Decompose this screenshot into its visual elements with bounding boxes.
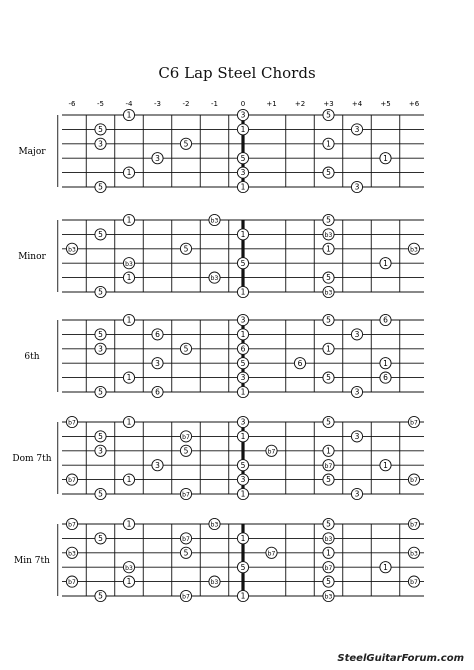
note-interval-label: b7 [68, 419, 76, 427]
note-interval-label: 5 [98, 489, 103, 499]
note-interval-label: 1 [383, 460, 388, 470]
note-interval-label: 3 [98, 344, 103, 354]
note-interval-label: 1 [240, 230, 246, 239]
note-interval-label: 5 [326, 475, 331, 485]
note-interval-label: 1 [326, 548, 331, 558]
fret-number-label: +4 [351, 100, 363, 108]
note-interval-label: 1 [240, 591, 246, 601]
note-interval-label: 1 [240, 182, 246, 192]
note-interval-label: b3 [210, 579, 219, 587]
note-interval-label: b3 [125, 260, 133, 268]
note-interval-label: b7 [68, 579, 76, 587]
note-interval-label: 1 [383, 358, 388, 368]
note-interval-label: 5 [326, 373, 331, 383]
note-interval-label: 1 [383, 258, 388, 268]
note-interval-label: 3 [240, 315, 246, 325]
note-interval-label: b7 [182, 593, 190, 601]
note-interval-label: 1 [383, 153, 388, 163]
fret-number-label: +5 [380, 100, 391, 108]
note-interval-label: 1 [240, 125, 246, 134]
chord-name-label: Min 7th [14, 556, 50, 566]
note-interval-label: 6 [383, 373, 388, 383]
note-interval-label: 5 [326, 273, 331, 283]
note-interval-label: 5 [183, 446, 189, 456]
note-interval-label: 1 [240, 489, 246, 499]
fret-number-label: -5 [97, 100, 104, 108]
note-interval-label: 5 [183, 344, 189, 354]
note-interval-label: 5 [98, 534, 103, 543]
note-interval-label: 1 [126, 215, 132, 225]
fret-number-label: -4 [125, 100, 133, 108]
note-interval-label: 3 [240, 373, 246, 383]
note-interval-label: 1 [326, 344, 331, 354]
note-interval-label: b3 [324, 536, 333, 543]
note-interval-label: 6 [383, 315, 388, 325]
chord-name-label: Major [18, 147, 46, 157]
note-interval-label: b7 [182, 434, 190, 441]
note-interval-label: b3 [324, 593, 333, 601]
note-interval-label: 5 [326, 315, 331, 325]
note-interval-label: b7 [267, 448, 276, 456]
note-interval-label: 1 [240, 432, 246, 441]
note-interval-label: b3 [210, 217, 219, 225]
note-interval-label: 5 [98, 591, 103, 601]
note-interval-label: 3 [155, 153, 160, 163]
chord-name-label: 6th [24, 352, 40, 362]
fret-number-label: 0 [240, 100, 246, 108]
note-interval-label: 1 [126, 519, 132, 529]
fret-number-label: -3 [154, 100, 161, 108]
note-interval-label: b7 [410, 477, 418, 485]
note-interval-label: 5 [326, 417, 331, 427]
note-interval-label: 5 [183, 139, 189, 149]
note-interval-label: b3 [68, 246, 76, 254]
note-interval-label: 5 [326, 168, 331, 178]
note-interval-label: 1 [126, 110, 132, 120]
note-interval-label: b3 [410, 246, 418, 254]
note-interval-label: b7 [324, 564, 333, 572]
note-interval-label: 5 [240, 153, 246, 163]
note-interval-label: b7 [410, 579, 418, 587]
note-interval-label: 1 [240, 387, 246, 397]
note-interval-label: 3 [354, 330, 360, 339]
page-title: C6 Lap Steel Chords [158, 64, 316, 82]
note-interval-label: 1 [326, 139, 331, 149]
note-interval-label: 1 [126, 168, 132, 178]
note-interval-label: 6 [297, 358, 303, 368]
note-interval-label: 1 [126, 417, 132, 427]
note-interval-label: 5 [240, 562, 246, 572]
note-interval-label: 1 [326, 244, 331, 254]
note-interval-label: b3 [324, 232, 333, 239]
note-interval-label: 3 [155, 460, 160, 470]
note-interval-label: b7 [324, 462, 333, 470]
note-interval-label: 5 [98, 230, 103, 239]
note-interval-label: 5 [98, 182, 103, 192]
fret-number-label: +3 [323, 100, 334, 108]
note-interval-label: 5 [240, 258, 246, 268]
note-interval-label: 5 [98, 432, 103, 441]
note-interval-label: 5 [183, 244, 189, 254]
note-interval-label: b7 [182, 536, 190, 543]
note-interval-label: 6 [155, 387, 160, 397]
note-interval-label: 3 [240, 168, 246, 178]
note-interval-label: 3 [354, 182, 360, 192]
note-interval-label: 5 [183, 548, 189, 558]
note-interval-label: 3 [354, 432, 360, 441]
note-interval-label: b7 [267, 550, 276, 558]
note-interval-label: b7 [410, 521, 418, 529]
note-interval-label: 1 [126, 315, 132, 325]
fret-number-label: -6 [68, 100, 76, 108]
fret-number-label: +6 [408, 100, 420, 108]
note-interval-label: b3 [68, 550, 76, 558]
note-interval-label: 5 [240, 460, 246, 470]
note-interval-label: b3 [210, 521, 219, 529]
note-interval-label: b3 [125, 564, 133, 572]
note-interval-label: 5 [326, 519, 331, 529]
note-interval-label: b3 [324, 289, 333, 297]
note-interval-label: 3 [98, 446, 103, 456]
note-interval-label: 3 [240, 110, 246, 120]
note-interval-label: 1 [326, 446, 331, 456]
note-interval-label: 3 [155, 358, 160, 368]
site-watermark: SteelGuitarForum.com [337, 653, 464, 664]
note-interval-label: b7 [410, 419, 418, 427]
note-interval-label: 1 [126, 577, 132, 587]
note-interval-label: 1 [126, 273, 132, 283]
chord-name-label: Dom 7th [12, 454, 52, 464]
note-interval-label: 1 [383, 562, 388, 572]
note-interval-label: b3 [210, 275, 219, 283]
note-interval-label: 5 [326, 110, 331, 120]
note-interval-label: b3 [410, 550, 418, 558]
note-interval-label: 5 [98, 387, 103, 397]
note-interval-label: 6 [240, 344, 246, 354]
note-interval-label: 1 [240, 287, 246, 297]
note-interval-label: 1 [126, 475, 132, 485]
note-interval-label: 5 [98, 125, 103, 134]
note-interval-label: b7 [182, 491, 190, 499]
note-interval-label: 1 [240, 534, 246, 543]
fret-number-label: +1 [266, 100, 277, 108]
note-interval-label: 3 [354, 387, 360, 397]
chord-name-label: Minor [18, 252, 46, 262]
note-interval-label: b7 [68, 521, 76, 529]
note-interval-label: 3 [240, 417, 246, 427]
note-interval-label: 3 [354, 489, 360, 499]
note-interval-label: 5 [326, 577, 331, 587]
note-interval-label: 1 [240, 330, 246, 339]
note-interval-label: 5 [98, 287, 103, 297]
note-interval-label: 3 [240, 475, 246, 485]
note-interval-label: 3 [98, 139, 103, 149]
note-interval-label: b7 [68, 477, 76, 485]
fret-number-label: +2 [294, 100, 306, 108]
fret-number-label: -1 [211, 100, 218, 108]
note-interval-label: 1 [126, 373, 132, 383]
note-interval-label: 6 [155, 330, 160, 339]
note-interval-label: 5 [240, 358, 246, 368]
note-interval-label: 5 [98, 330, 103, 339]
note-interval-label: 3 [354, 125, 360, 134]
note-interval-label: 5 [326, 215, 331, 225]
fret-number-label: -2 [182, 100, 190, 108]
